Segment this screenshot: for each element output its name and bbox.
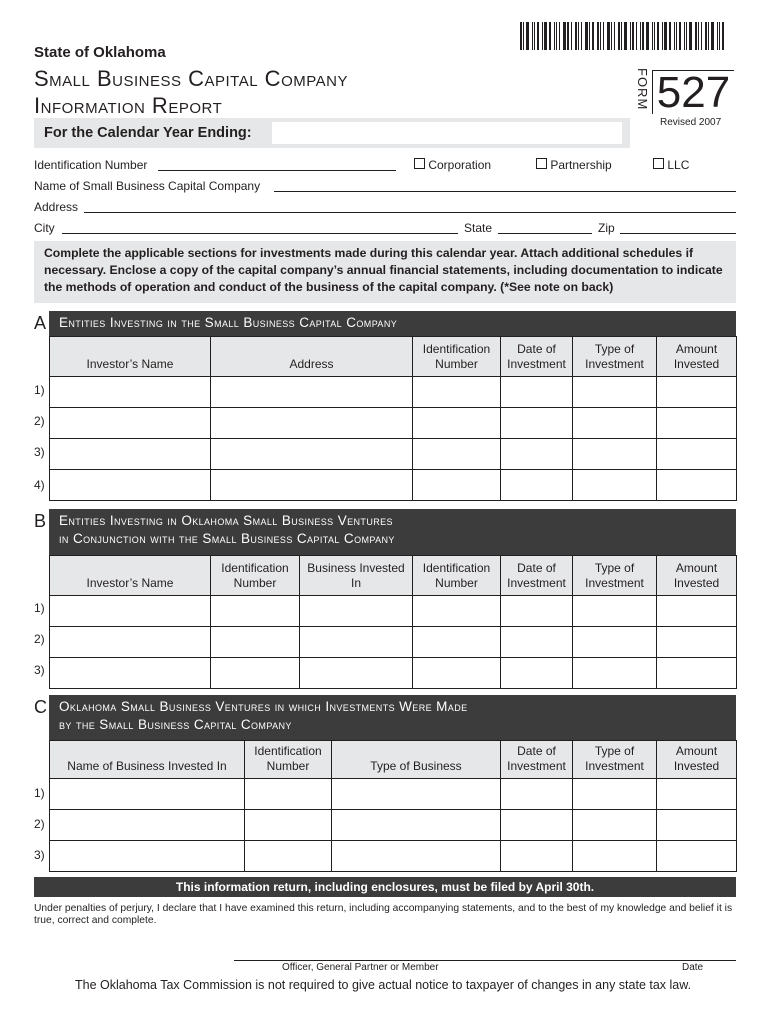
table-row [50,627,737,658]
barcode-bar [698,22,699,50]
col-identification-number: Identification Number [211,556,300,596]
barcode-bar [585,22,588,50]
table-row [50,841,737,872]
revised-date: Revised 2007 [660,117,722,128]
officer-label: Officer, General Partner or Member [282,962,439,973]
section-c-title-line2: by the Small Business Capital Company [59,717,292,732]
row-number: 3) [34,663,45,677]
calendar-year-label: For the Calendar Year Ending: [44,125,252,141]
col-amount-invested: Amount Invested [657,337,737,377]
form-title [34,65,348,119]
row-number: 1) [34,786,45,800]
col-address: Address [211,337,413,377]
barcode-bar [607,22,610,50]
barcode-bar [669,22,671,50]
col-date-of-investment: Date of Investment [501,556,573,596]
barcode-bar [708,22,709,50]
barcode-bar [689,22,692,50]
barcode-bar [705,22,707,50]
corporation-option[interactable]: Corporation [414,158,491,172]
row-number: 3) [34,848,45,862]
barcode-bar [589,22,590,50]
state-name: State of Oklahoma [34,44,166,61]
table-row [50,779,737,810]
barcode-bar [578,22,579,50]
barcode-bar [556,22,557,50]
col-type-of-investment: Type of Investment [573,556,657,596]
zip-label: Zip [598,221,615,235]
barcode-bar [646,22,649,50]
barcode-bar [679,22,681,50]
section-a-header: Entities Investing in the Small Business Capital Company [49,311,736,336]
section-c-letter: C [34,697,47,717]
barcode-bar [544,22,547,50]
barcode-bar [717,22,718,50]
barcode-bar [642,22,644,50]
filing-deadline-notice: This information return, including enclosures, must be filed by April 30th. [34,877,736,897]
barcode-bar [554,22,555,50]
barcode-bar [563,22,566,50]
barcode-bar [618,22,620,50]
partnership-option[interactable]: Partnership [536,158,612,172]
form-word: FORM [635,68,650,111]
zip-field[interactable] [620,233,736,234]
tax-commission-notice: The Oklahoma Tax Commission is not required to give actual notice to taxpayer of changes in any state tax law. [75,978,692,992]
table-row [50,408,737,439]
city-field[interactable] [62,233,458,234]
barcode-bar [654,22,655,50]
col-identification-number: Identification Number [245,741,332,779]
barcode-bar [657,22,659,50]
row-number: 4) [34,478,45,492]
col-type-of-business: Type of Business [332,741,501,779]
col-identification-number: Identification Number [413,556,501,596]
barcode-bar [640,22,641,50]
col-amount-invested: Amount Invested [657,741,737,779]
barcode-bar [719,22,720,50]
barcode-bar [537,22,539,50]
llc-checkbox[interactable] [653,158,664,169]
address-field[interactable] [84,212,736,213]
section-c-header [49,695,736,740]
corporation-checkbox[interactable] [414,158,425,169]
barcode-bar [600,22,601,50]
table-row [50,377,737,408]
barcode-bar [549,22,551,50]
section-b-title-line2: in Conjunction with the Small Business Capital Company [59,531,395,546]
barcode-bar [614,22,615,50]
section-b-letter: B [34,511,47,531]
barcode-bar [520,22,522,50]
barcode-bar [684,22,685,50]
company-name-label: Name of Small Business Capital Company [34,179,261,193]
barcode-bar [664,22,667,50]
barcode-bar [611,22,612,50]
barcode-bar [523,22,524,50]
barcode-bar [571,22,572,50]
company-name-field[interactable] [274,191,736,192]
perjury-statement: Under penalties of perjury, I declare that I have examined this return, including accompanying statements, and to the best of my knowledge and belief it is true, correct and complete. [34,903,733,926]
section-a-letter: A [34,313,47,333]
section-c-table [49,740,737,872]
row-number: 3) [34,445,45,459]
barcode-bar [542,22,543,50]
form-number: 527 [652,70,734,114]
barcode-bar [722,22,724,50]
barcode-bar [711,22,714,50]
col-business-invested-in: Business Invested In [300,556,413,596]
col-type-of-investment: Type of Investment [573,741,657,779]
col-identification-number: Identification Number [413,337,501,377]
barcode-bar [592,22,594,50]
barcode-bar [534,22,535,50]
col-investor-name: Investor’s Name [50,337,211,377]
barcode-bar [652,22,653,50]
section-c-title-line1: Oklahoma Small Business Ventures in which Investments Were Made [59,699,468,714]
partnership-checkbox[interactable] [536,158,547,169]
barcode [520,22,734,50]
table-row [50,810,737,841]
state-field[interactable] [498,233,592,234]
col-name-of-business: Name of Business Invested In [50,741,245,779]
row-number: 1) [34,601,45,615]
col-date-of-investment: Date of Investment [501,741,573,779]
barcode-bar [695,22,697,50]
section-a-table [49,336,737,501]
barcode-bar [676,22,677,50]
city-label: City [34,221,55,235]
row-number: 2) [34,817,45,831]
barcode-bar [636,22,637,50]
date-label: Date [682,962,704,973]
barcode-bar [630,22,631,50]
barcode-bar [532,22,533,50]
barcode-bar [624,22,627,50]
row-number: 2) [34,632,45,646]
instructions: Complete the applicable sections for investments made during this calendar year. Attach additional schedules if necessary. Enclose a copy of the capital company’s annual financial statements, including documentation to indicate the methods of operation and conduct of the business of the capital company. (*See note on back) [34,241,736,303]
section-b-table [49,555,737,689]
table-row [50,658,737,689]
barcode-bar [674,22,675,50]
calendar-year-input[interactable] [272,122,622,144]
barcode-bar [701,22,702,50]
row-number: 2) [34,414,45,428]
llc-option[interactable]: LLC [653,158,689,172]
identification-number-field[interactable] [158,170,396,171]
signature-line[interactable] [234,960,736,961]
barcode-bar [603,22,604,50]
table-row [50,470,737,501]
table-row [50,439,737,470]
barcode-bar [567,22,569,50]
barcode-bar [621,22,622,50]
barcode-bar [662,22,663,50]
state-label: State [464,221,493,235]
identification-number-label: Identification Number [34,158,148,172]
col-amount-invested: Amount Invested [657,556,737,596]
barcode-bar [526,22,529,50]
col-date-of-investment: Date of Investment [501,337,573,377]
section-b-header [49,509,736,555]
row-number: 1) [34,383,45,397]
form-title-line1: Small Business Capital Company [34,66,348,91]
form-title-line2: Information Report [34,93,223,118]
barcode-bar [686,22,687,50]
table-row [50,596,737,627]
barcode-bar [559,22,560,50]
col-investor-name: Investor’s Name [50,556,211,596]
barcode-bar [581,22,582,50]
address-label: Address [34,200,79,214]
col-type-of-investment: Type of Investment [573,337,657,377]
barcode-bar [632,22,634,50]
section-b-title-line1: Entities Investing in Oklahoma Small Business Ventures [59,513,393,528]
barcode-bar [597,22,599,50]
barcode-bar [575,22,577,50]
